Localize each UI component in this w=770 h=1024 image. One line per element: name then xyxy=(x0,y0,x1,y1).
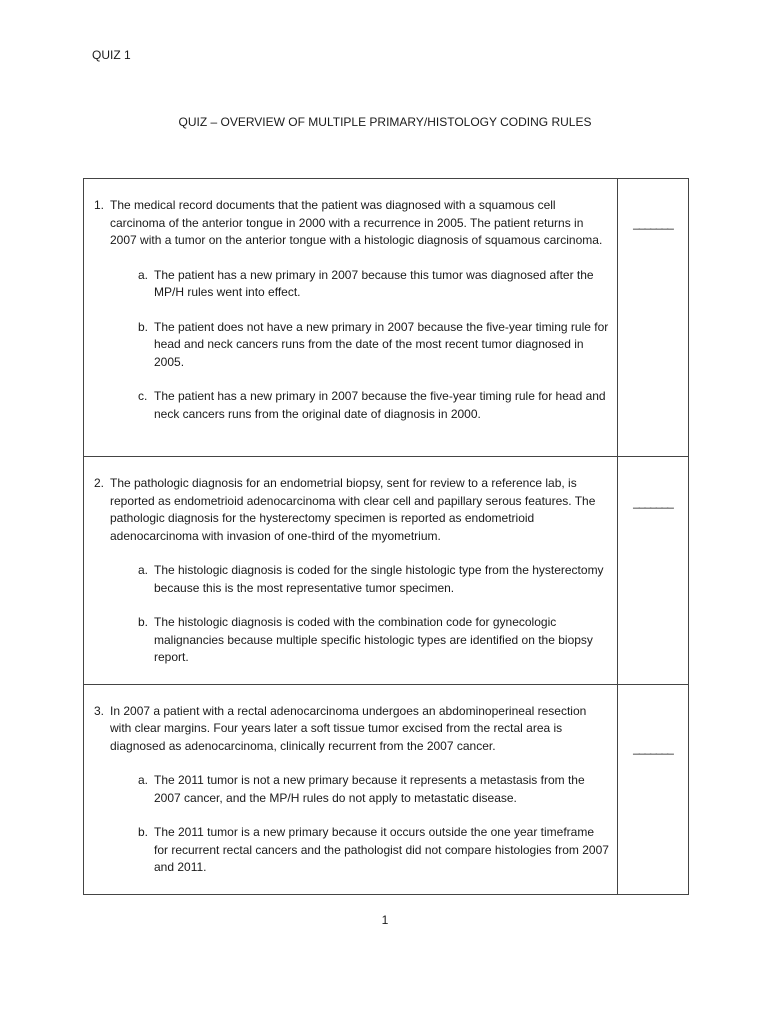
answer-cell[interactable] xyxy=(618,457,689,685)
answer-option xyxy=(138,267,609,302)
answer-option xyxy=(138,824,609,877)
question-number: 3. xyxy=(94,703,105,718)
answer-option xyxy=(138,562,609,597)
answer-option xyxy=(138,319,609,372)
option-letter: c. xyxy=(138,389,148,403)
option-text: The patient does not have a new primary in 2007 because the five-year timing rule for head and neck cancers runs from the date of the most recent tumor diagnosed in 2005. xyxy=(154,319,609,369)
option-text: The histologic diagnosis is coded with the combination code for gynecologic malignancies because multiple specific histologic types are identified on the biopsy report. xyxy=(154,615,593,664)
question-text: The pathologic diagnosis for an endometrial biopsy, sent for review to a reference lab, is reported as endometrioid adenocarcinoma with clear cell and papillary serous features. The pathologic diagnosis for the hysterectomy specimen is reported as endometrioid adenocarcinoma with invasion of one-third of the myometrium. xyxy=(110,476,596,543)
option-text: The 2011 tumor is a new primary because it occurs outside the one year timeframe for recurrent rectal cancers and the pathologist did not compare histologies from 2007 and 2011. xyxy=(154,825,609,874)
question-row xyxy=(84,179,689,457)
quiz-table xyxy=(83,178,689,895)
question-text: In 2007 a patient with a rectal adenocarcinoma undergoes an abdominoperineal resection with clear margins. Four years later a soft tissue tumor excised from the rectal area is diagnosed as adenocarcinoma, clinically recurrent from the 2007 cancer. xyxy=(110,703,587,753)
option-letter: b. xyxy=(138,825,149,839)
answer-cell[interactable] xyxy=(618,684,689,894)
option-letter: b. xyxy=(138,615,149,629)
answer-option xyxy=(138,388,609,423)
answer-blank[interactable]: _______ xyxy=(633,495,673,509)
option-letter: a. xyxy=(138,267,149,282)
question-text: The medical record documents that the patient was diagnosed with a squamous cell carcinoma of the anterior tongue in 2000 with a recurrence in 2005. The patient returns in 2007 with a tumor on the anterior tongue with a histologic diagnosis of squamous carcinoma. xyxy=(110,198,603,247)
question-number: 2. xyxy=(94,476,105,490)
header-label: QUIZ 1 xyxy=(92,48,131,62)
answer-option xyxy=(138,614,609,667)
page-number: 1 xyxy=(381,913,389,927)
answer-option xyxy=(138,772,609,807)
answer-blank[interactable]: _______ xyxy=(633,216,673,230)
question-number: 1. xyxy=(94,198,105,212)
option-letter: b. xyxy=(138,319,149,334)
answer-cell[interactable] xyxy=(618,179,689,457)
option-text: The 2011 tumor is not a new primary because it represents a metastasis from the 2007 cancer, and the MP/H rules do not apply to metastatic disease. xyxy=(154,773,585,805)
page-title: QUIZ – OVERVIEW OF MULTIPLE PRIMARY/HISTOLOGY CODING RULES xyxy=(178,115,592,129)
option-text: The histologic diagnosis is coded for the single histologic type from the hysterectomy because this is the most representative tumor specimen. xyxy=(154,563,604,595)
option-text: The patient has a new primary in 2007 because this tumor was diagnosed after the MP/H rules went into effect. xyxy=(154,267,594,299)
option-text: The patient has a new primary in 2007 because the five-year timing rule for head and neck cancers runs from the original date of diagnosis in 2000. xyxy=(154,389,606,421)
question-cell xyxy=(84,684,618,894)
answer-blank[interactable]: _______ xyxy=(633,740,673,755)
question-cell xyxy=(84,457,618,685)
question-cell xyxy=(84,179,618,457)
option-letter: a. xyxy=(138,563,149,577)
option-letter: a. xyxy=(138,773,149,787)
question-row xyxy=(84,457,689,685)
question-row xyxy=(84,684,689,894)
